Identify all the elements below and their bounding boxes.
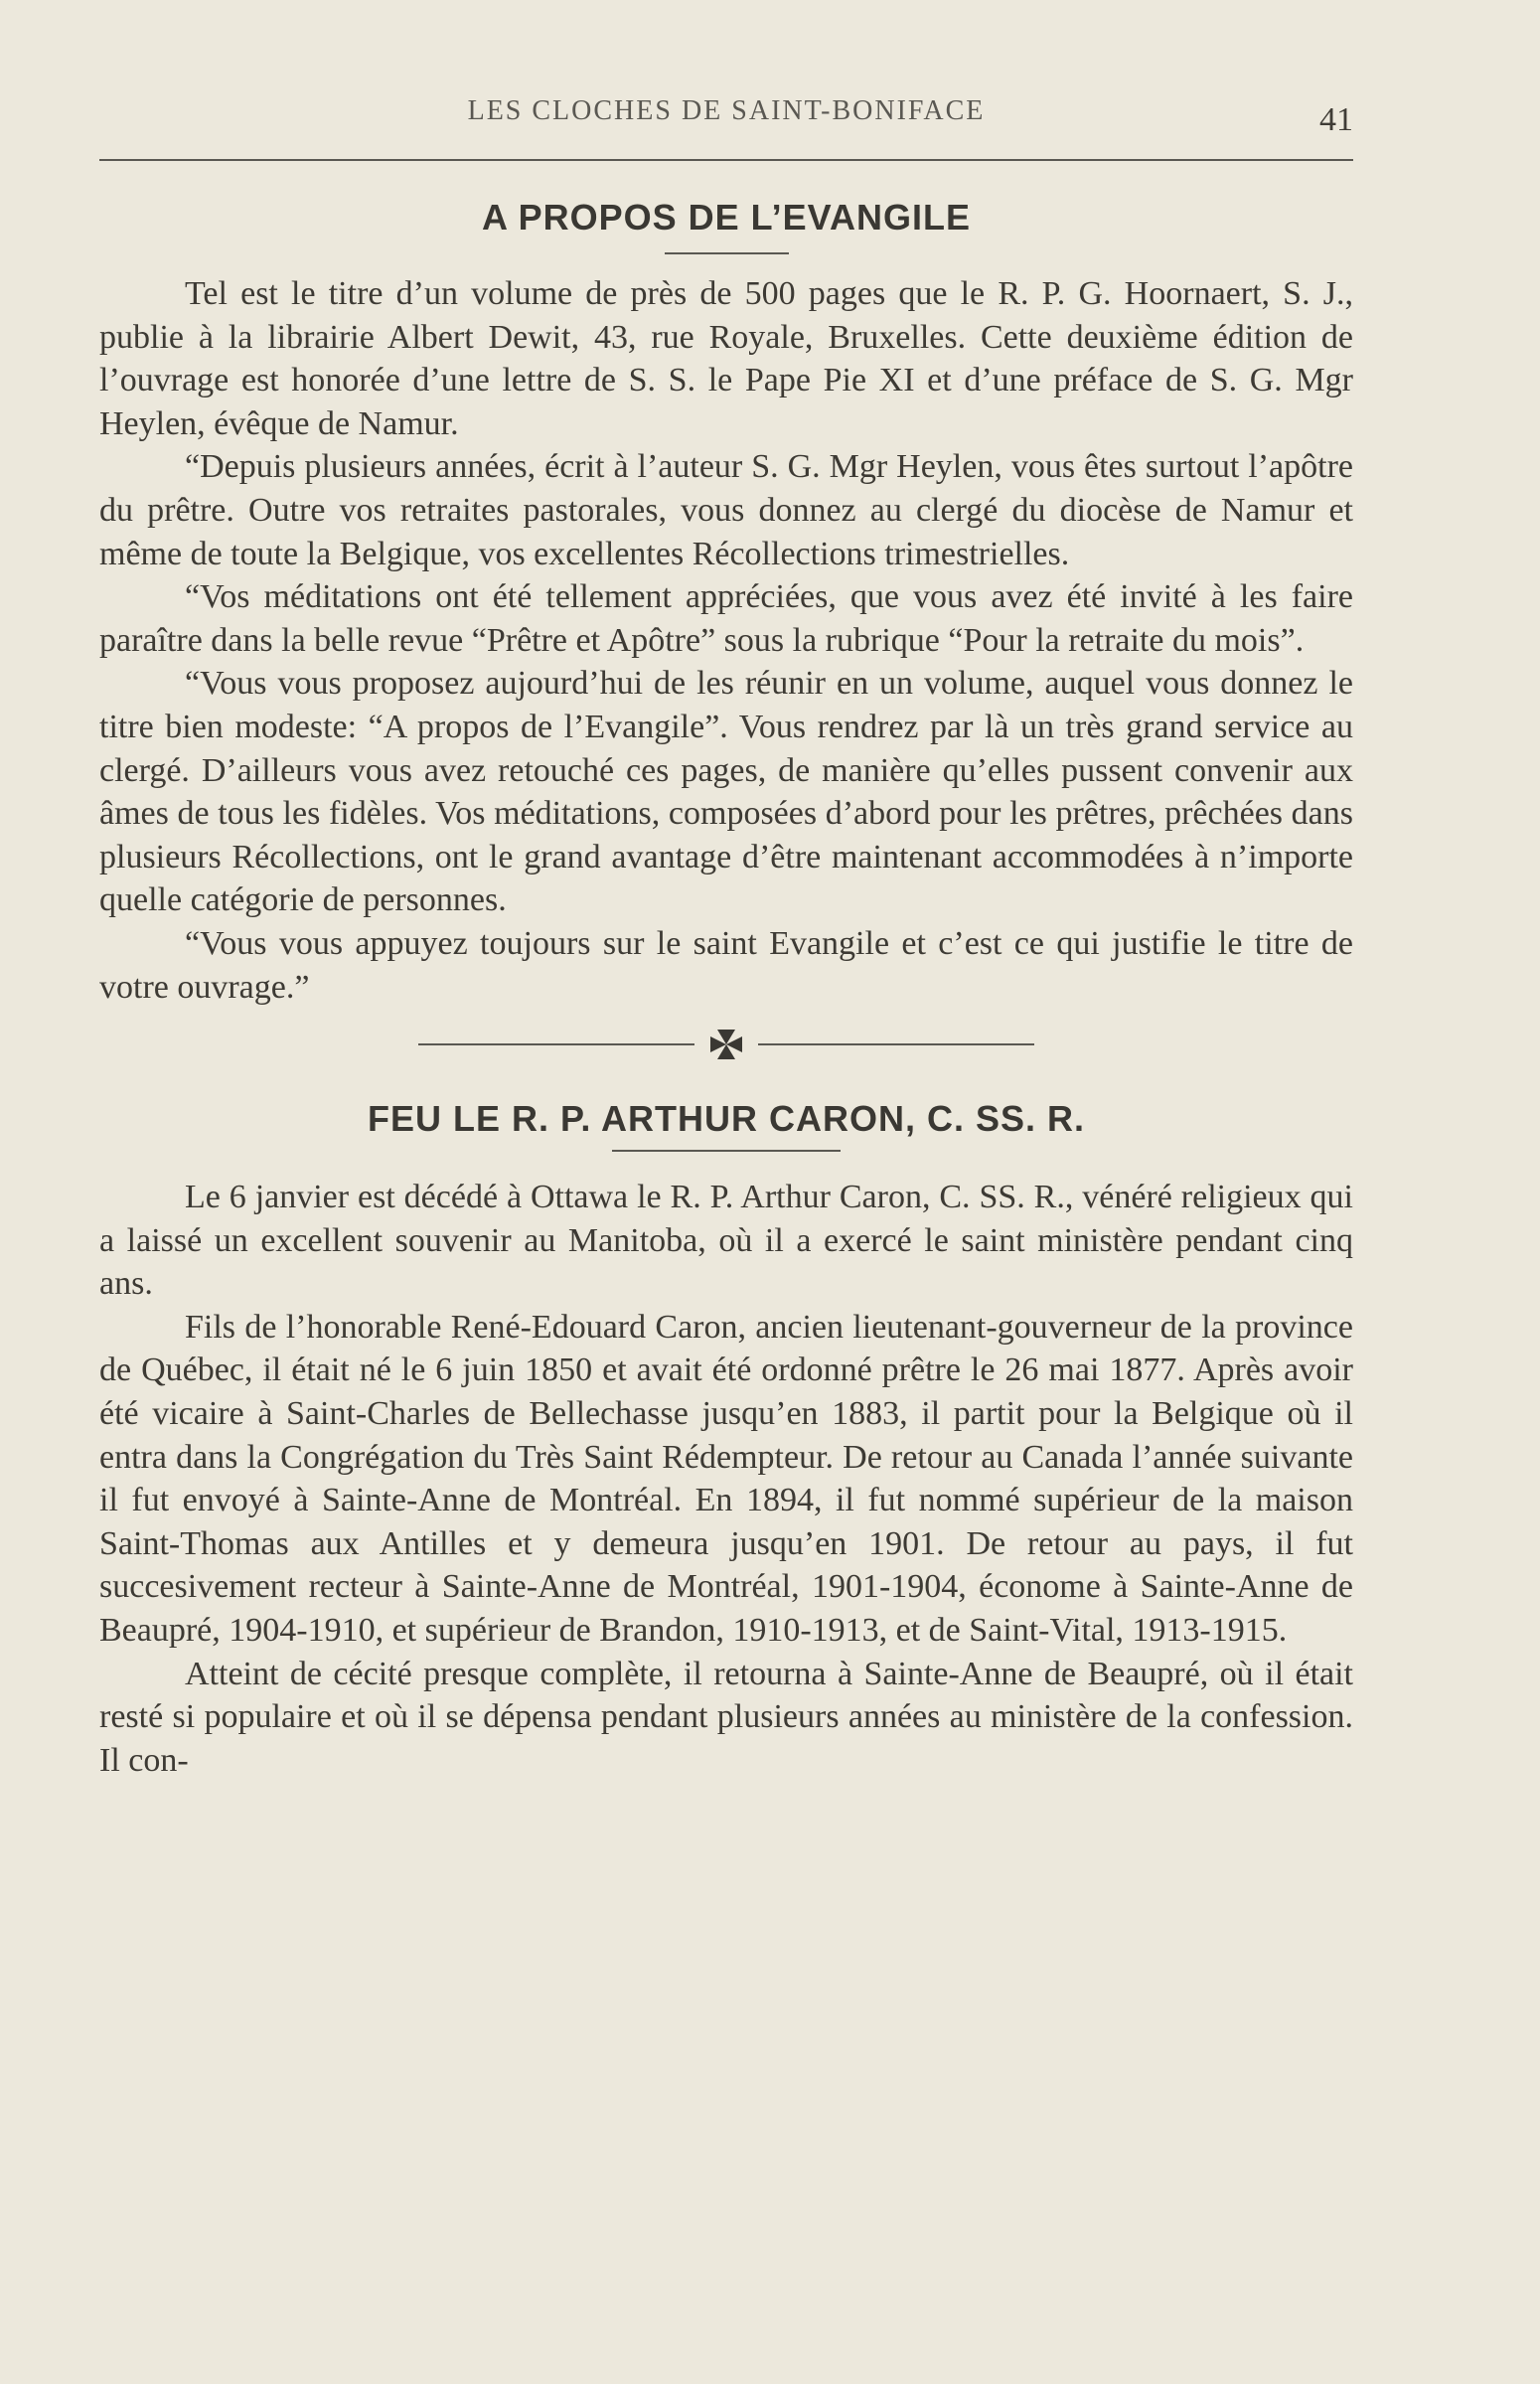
divider-line-right xyxy=(758,1043,1034,1045)
paragraph: “Vous vous appuyez toujours sur le saint Evangile et c’est ce qui justifie le titre de votre ouvrage.” xyxy=(99,924,1353,1006)
paragraph: Tel est le titre d’un volume de près de 500 pages que le R. P. G. Hoornaert, S. J., publie à la librairie Albert Dewit, 43, rue Royale, Bruxelles. Cette deuxième édition de l’ouvrage est honorée d’une lettre de S. S. le Pape Pie XI et d’une préface de S. G. Mgr Heylen, évêque de Namur. xyxy=(99,275,1353,442)
article-body xyxy=(99,272,1353,1009)
running-title: LES CLOCHES DE SAINT-BONIFACE xyxy=(467,95,986,126)
paragraph: “Vos méditations ont été tellement appréciées, que vous avez été invité à les faire paraître dans la belle revue “Prêtre et Apôtre” sous la rubrique “Pour la retraite du mois”. xyxy=(99,578,1353,659)
paragraph: “Vous vous proposez aujourd’hui de les réunir en un volume, auquel vous donnez le titre bien modeste: “A propos de l’Evangile”. Vous rendrez par là un très grand service au clergé. D’ailleurs vous avez retouché ces pages, de manière qu’elles pussent convenir aux âmes de tous les fidèles. Vos méditations, composées d’abord pour les prêtres, prêchées dans plusieurs Récollections, ont le grand avantage d’être maintenant accommodées à n’importe quelle catégorie de personnes. xyxy=(99,665,1353,919)
divider-line-left xyxy=(418,1043,694,1045)
article-title: FEU LE R. P. ARTHUR CARON, C. SS. R. xyxy=(367,1098,1086,1140)
paragraph: Atteint de cécité presque complète, il retourna à Sainte-Anne de Beaupré, où il était resté si populaire et où il se dépensa pendant plusieurs années au ministère de la confession. Il con- xyxy=(99,1655,1353,1779)
article-body xyxy=(99,1176,1353,1782)
running-head xyxy=(99,89,1353,139)
page xyxy=(99,89,1353,1782)
header-rule xyxy=(99,159,1353,161)
page-number: 41 xyxy=(1319,101,1353,138)
paragraph: Le 6 janvier est décédé à Ottawa le R. P. Arthur Caron, C. SS. R., vénéré religieux qui a laissé un excellent souvenir au Manitoba, où il a exercé le saint ministère pendant cinq ans. xyxy=(99,1179,1353,1303)
paragraph: Fils de l’honorable René-Edouard Caron, ancien lieutenant-gouverneur de la province de Québec, il était né le 6 juin 1850 et avait été ordonné prêtre le 26 mai 1877. Après avoir été vicaire à Saint-Charles de Bellechasse jusqu’en 1883, il partit pour la Belgique où il entra dans la Congrégation du Très Saint Rédempteur. De retour au Canada l’année suivante il fut envoyé à Sainte-Anne de Montréal. En 1894, il fut nommé supérieur de la maison Saint-Thomas aux Antilles et y demeura jusqu’en 1901. De retour au pays, il fut succesivement recteur à Sainte-Anne de Montréal, 1901-1904, économe à Sainte-Anne de Beaupré, 1904-1910, et supérieur de Brandon, 1910-1913, et de Saint-Vital, 1913-1915. xyxy=(99,1308,1353,1650)
title-underline xyxy=(665,252,789,254)
section-divider xyxy=(99,1027,1353,1062)
cross-pattee-icon xyxy=(706,1027,746,1062)
title-underline xyxy=(612,1150,841,1152)
article-title: A PROPOS DE L’EVANGILE xyxy=(481,197,972,238)
paragraph: “Depuis plusieurs années, écrit à l’auteur S. G. Mgr Heylen, vous êtes surtout l’apôtre du prêtre. Outre vos retraites pastorales, vous donnez au clergé du diocèse de Namur et même de toute la Belgique, vos excellentes Récollections trimestrielles. xyxy=(99,448,1353,572)
